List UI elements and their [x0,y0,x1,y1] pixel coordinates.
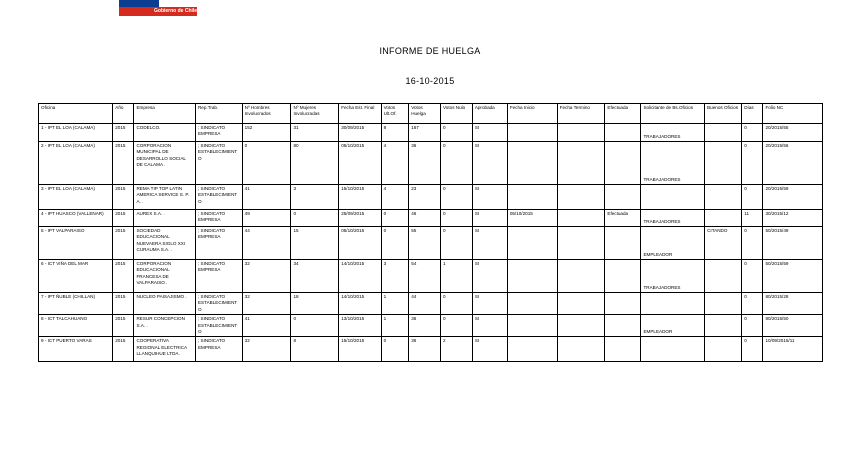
table-row [39,124,823,142]
cell-folio: 20/2015/55 [763,124,823,142]
cell-empresa: CORPORACION EDUCACIONAL FRANCESA DE VALPARAISO . [134,260,196,293]
col-hombres: Nº Hombres Involucrados [242,104,291,124]
cell-votos-huelga: 46 [409,210,441,227]
cell-votos-nulo: 0 [441,210,473,227]
cell-aprobada: SI [472,293,507,315]
cell-rep: ; SINDICATO EMPRESA [195,124,242,142]
table-header-row [39,104,823,124]
cell-oficina: 4 - IPT HUASCO (VALLENAR) [39,210,113,227]
cell-solicitante [641,227,705,260]
cell-votos-nulo: 0 [441,124,473,142]
cell-buenos [705,142,742,185]
cell-efectuada [605,260,641,293]
cell-empresa: CODELCO. [134,124,196,142]
cell-dias: 0 [742,124,763,142]
col-aprobada: Aprobada [472,104,507,124]
cell-aprobada: SI [472,337,507,362]
cell-votos-ult: 4 [381,185,409,210]
table-row [39,185,823,210]
cell-oficina: 9 - ICT PUERTO VARAS [39,337,113,362]
cell-fecha-inicio [507,124,557,142]
col-votos-ult: Votos Ult.Of. [381,104,409,124]
cell-fecha-termino [557,260,605,293]
col-dias: Días [742,104,763,124]
cell-oficina: 5 - IPT VALPARAISO [39,227,113,260]
cell-aprobada: SI [472,185,507,210]
cell-votos-nulo: 2 [441,337,473,362]
cell-rep: ; SINDICATO EMPRESA [195,210,242,227]
cell-mujeres: 34 [291,260,339,293]
cell-votos-huelga: 36 [409,337,441,362]
cell-buenos [705,293,742,315]
cell-fecha-inicio [507,293,557,315]
cell-fecha-final: 15/10/2015 [339,185,381,210]
cell-empresa: SOCIEDAD EDUCACIONAL NUEVAERA SIGLO XXI CURAUMA S.A. . [134,227,196,260]
cell-hombres: 44 [242,227,291,260]
cell-oficina: 3 - IPT EL LOA (CALAMA) [39,185,113,210]
cell-votos-ult: 8 [381,124,409,142]
cell-votos-huelga: 55 [409,227,441,260]
cell-buenos [705,210,742,227]
cell-dias: 0 [742,315,763,337]
cell-efectuada [605,315,641,337]
cell-hombres: 32 [242,337,291,362]
cell-fecha-inicio: 05/10/2015 [507,210,557,227]
cell-solicitante [641,315,705,337]
cell-rep: ; SINDICATO ESTABLECIMIENTO [195,315,242,337]
cell-solicitante-text: TRABAJADORES [643,218,681,224]
cell-rep: ; SINDICATO ESTABLECIMIENTO [195,293,242,315]
cell-fecha-termino [557,210,605,227]
cell-fecha-termino [557,315,605,337]
cell-folio: 50/2015/59 [763,260,823,293]
cell-fecha-inicio [507,337,557,362]
cell-dias: 0 [742,185,763,210]
cell-fecha-termino [557,142,605,185]
cell-buenos [705,260,742,293]
cell-solicitante [641,260,705,293]
cell-dias: 0 [742,260,763,293]
cell-dias: 11 [742,210,763,227]
col-rep-trab: Rep.Trab. [195,104,242,124]
cell-mujeres: 80 [291,142,339,185]
cell-votos-nulo: 0 [441,293,473,315]
cell-rep: ; SINDICATO ESTABLECIMIENTO [195,142,242,185]
cell-anio: 2015 [113,185,134,210]
cell-aprobada: SI [472,210,507,227]
cell-aprobada: SI [472,260,507,293]
table-row [39,227,823,260]
cell-hombres: 152 [242,124,291,142]
cell-fecha-inicio [507,227,557,260]
cell-efectuada [605,185,641,210]
cell-votos-ult: 1 [381,315,409,337]
cell-votos-nulo: 0 [441,315,473,337]
cell-votos-nulo: 1 [441,260,473,293]
cell-fecha-termino [557,227,605,260]
cell-fecha-final: 15/10/2015 [339,337,381,362]
col-folio: Folio NC [763,104,823,124]
cell-folio: 30/2015/12 [763,210,823,227]
cell-empresa: COOPERATIVA REGIONAL ELECTRICA LLANQUIHUE LTDA. [134,337,196,362]
cell-fecha-inicio [507,315,557,337]
cell-efectuada [605,293,641,315]
cell-solicitante [641,185,705,210]
cell-solicitante [641,210,705,227]
cell-mujeres: 18 [291,293,339,315]
cell-votos-huelga: 36 [409,315,441,337]
cell-efectuada [605,227,641,260]
cell-folio: 80/2015/50 [763,315,823,337]
strike-report-table [38,103,823,362]
col-fecha-final: Fecha Est. Final [339,104,381,124]
cell-fecha-final: 05/10/2015 [339,227,381,260]
cell-fecha-final: 25/09/2015 [339,210,381,227]
cell-fecha-termino [557,337,605,362]
cell-anio: 2015 [113,293,134,315]
cell-solicitante-text: TRABAJADORES [643,133,681,139]
cell-votos-nulo: 0 [441,142,473,185]
col-anio: Año [113,104,134,124]
cell-solicitante-text: EMPLEADOR [643,251,673,257]
col-buenos-oficios: Buenos Oficios [705,104,742,124]
cell-votos-nulo: 0 [441,185,473,210]
cell-fecha-inicio [507,260,557,293]
cell-fecha-inicio [507,142,557,185]
cell-folio: 50/2015/49 [763,227,823,260]
col-votos-huelga: Votos Huelga [409,104,441,124]
cell-anio: 2015 [113,337,134,362]
cell-anio: 2015 [113,210,134,227]
cell-empresa: AUREX S.A. . [134,210,196,227]
cell-votos-huelga: 167 [409,124,441,142]
cell-votos-ult: 0 [381,227,409,260]
col-efectuada: Efectuada [605,104,641,124]
cell-oficina: 6 - ICT VIÑA DEL MAR [39,260,113,293]
cell-votos-huelga: 36 [409,142,441,185]
cell-votos-ult: 4 [381,142,409,185]
cell-anio: 2015 [113,227,134,260]
cell-empresa: REMA TIP TOP LATIN AMERICA SERVICE S. P. A. . [134,185,196,210]
cell-mujeres: 31 [291,124,339,142]
cell-anio: 2015 [113,260,134,293]
gobierno-logo [119,0,197,16]
cell-fecha-final: 14/10/2015 [339,293,381,315]
cell-empresa: RESUR CONCEPCION S.A. . [134,315,196,337]
cell-votos-huelga: 44 [409,293,441,315]
cell-dias: 0 [742,337,763,362]
cell-empresa: NUCLEO PAISAJISMO . [134,293,196,315]
logo-blue-band [119,0,159,7]
cell-mujeres: 8 [291,337,339,362]
cell-fecha-final: 14/10/2015 [339,260,381,293]
cell-folio: 20/2015/59 [763,185,823,210]
cell-oficina: 7 - IPT ÑUBLE (CHILLAN) [39,293,113,315]
col-votos-nulo: Votos Nulo [441,104,473,124]
cell-solicitante-text: TRABAJADORES [643,176,681,182]
cell-mujeres: 15 [291,227,339,260]
cell-efectuada [605,337,641,362]
cell-efectuada [605,142,641,185]
report-date: 16-10-2015 [405,76,455,86]
table-row [39,315,823,337]
cell-solicitante [641,142,705,185]
cell-empresa: CORPORACION MUNICIPAL DE DESARROLLO SOCIAL DE CALAMA . [134,142,196,185]
cell-dias: 0 [742,227,763,260]
cell-votos-huelga: 54 [409,260,441,293]
cell-buenos [705,315,742,337]
cell-fecha-inicio [507,185,557,210]
cell-efectuada [605,124,641,142]
cell-solicitante-text: EMPLEADOR [643,329,673,335]
cell-solicitante-text: TRABAJADORES [643,284,681,290]
cell-dias: 0 [742,142,763,185]
cell-hombres: 41 [242,185,291,210]
cell-dias: 0 [742,293,763,315]
cell-rep: ; SINDICATO EMPRESA [195,337,242,362]
cell-fecha-termino [557,185,605,210]
cell-buenos [705,124,742,142]
cell-rep: ; SINDICATO EMPRESA [195,227,242,260]
cell-fecha-final: 30/09/2015 [339,124,381,142]
cell-buenos [705,185,742,210]
table-row [39,210,823,227]
cell-votos-ult: 3 [381,260,409,293]
cell-oficina: 2 - IPT EL LOA (CALAMA) [39,142,113,185]
col-fecha-termino: Fecha Termino [557,104,605,124]
col-fecha-inicio: Fecha Inicio [507,104,557,124]
cell-rep: ; SINDICATO EMPRESA [195,260,242,293]
cell-votos-ult: 1 [381,293,409,315]
col-solicitante: Solicitante de Bs.Oficios [641,104,705,124]
cell-solicitante [641,124,705,142]
table-row [39,142,823,185]
cell-oficina: 8 - ICT TALCAHUANO [39,315,113,337]
cell-fecha-final: 05/10/2015 [339,142,381,185]
cell-hombres: 0 [242,142,291,185]
cell-hombres: 32 [242,293,291,315]
cell-folio: 20/2015/56 [763,142,823,185]
cell-fecha-final: 13/10/2015 [339,315,381,337]
cell-votos-ult: 0 [381,210,409,227]
cell-efectuada: Efectuada [605,210,641,227]
cell-buenos: CITANDO [705,227,742,260]
cell-mujeres: 0 [291,315,339,337]
cell-mujeres: 3 [291,185,339,210]
cell-aprobada: SI [472,124,507,142]
cell-solicitante [641,337,705,362]
table-row [39,337,823,362]
logo-text: Gobierno de Chile [154,8,198,14]
cell-folio: 10/09/2015/11 [763,337,823,362]
cell-votos-huelga: 23 [409,185,441,210]
report-title: INFORME DE HUELGA [379,46,481,56]
cell-hombres: 49 [242,210,291,227]
cell-folio: 80/2015/28 [763,293,823,315]
cell-fecha-termino [557,124,605,142]
cell-hombres: 41 [242,315,291,337]
cell-fecha-termino [557,293,605,315]
cell-anio: 2015 [113,315,134,337]
col-empresa: Empresa [134,104,196,124]
cell-anio: 2015 [113,142,134,185]
table-row [39,293,823,315]
cell-aprobada: SI [472,315,507,337]
cell-mujeres: 0 [291,210,339,227]
table-row [39,260,823,293]
cell-hombres: 32 [242,260,291,293]
cell-anio: 2015 [113,124,134,142]
cell-buenos [705,337,742,362]
col-oficina: Oficina [39,104,113,124]
col-mujeres: Nº Mujeres Involucradas [291,104,339,124]
cell-votos-ult: 0 [381,337,409,362]
cell-rep: ; SINDICATO ESTABLECIMIENTO [195,185,242,210]
cell-solicitante [641,293,705,315]
cell-aprobada: SI [472,227,507,260]
cell-aprobada: SI [472,142,507,185]
cell-oficina: 1 - IPT EL LOA (CALAMA) [39,124,113,142]
cell-votos-nulo: 0 [441,227,473,260]
